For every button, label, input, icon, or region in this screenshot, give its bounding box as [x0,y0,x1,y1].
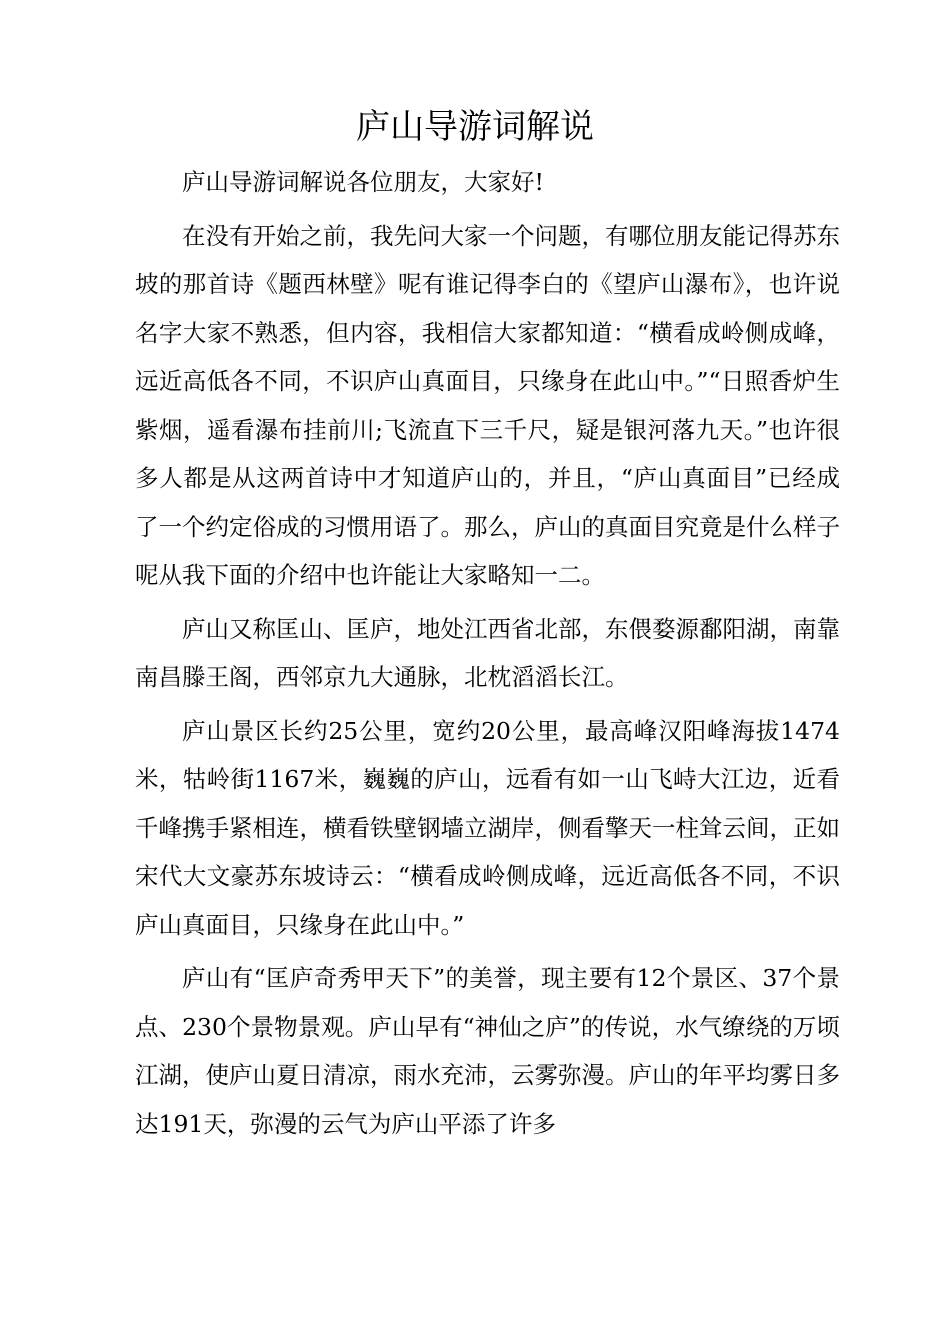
paragraph-scenic-area: 庐山景区长约25公里，宽约20公里，最高峰汉阳峰海拔1474米，牯岭街1167米，巍巍的庐山，远看有如一山飞峙大江边，近看千峰携手紧相连，横看铁壁钢墙立湖岸，侧看擎天一柱耸云间，正如宋代大文豪苏东坡诗云：“横看成岭侧成峰，远近高低各不同，不识庐山真面目，只缘身在此山中。” [135,716,840,939]
paragraph-poems: 在没有开始之前，我先问大家一个问题，有哪位朋友能记得苏东坡的那首诗《题西林壁》呢有谁记得李白的《望庐山瀑布》，也许说名字大家不熟悉，但内容，我相信大家都知道：“横看成岭侧成峰，远近高低各不同，不识庐山真面目，只缘身在此山中。”“日照香炉生紫烟，遥看瀑布挂前川;飞流直下三千尺，疑是银河落九天。”也许很多人都是从这两首诗中才知道庐山的，并且，“庐山真面目”已经成了一个约定俗成的习惯用语了。那么，庐山的真面目究竟是什么样子呢从我下面的介绍中也许能让大家略知一二。 [135,221,840,589]
document-title: 庐山导游词解说 [356,107,594,147]
paragraph-attractions: 庐山有“匡庐奇秀甲天下”的美誉，现主要有12个景区、37个景点、230个景物景观。庐山早有“神仙之庐”的传说，水气缭绕的万顷江湖，使庐山夏日清凉，雨水充沛，云雾弥漫。庐山的年平均雾日多达191天，弥漫的云气为庐山平添了许多 [135,964,840,1138]
paragraph-location: 庐山又称匡山、匡庐，地处江西省北部，东偎婺源鄱阳湖，南靠南昌滕王阁，西邻京九大通脉，北枕滔滔长江。 [135,614,840,691]
document-body [135,158,840,1148]
paragraph-greeting: 庐山导游词解说各位朋友，大家好! [182,168,544,196]
